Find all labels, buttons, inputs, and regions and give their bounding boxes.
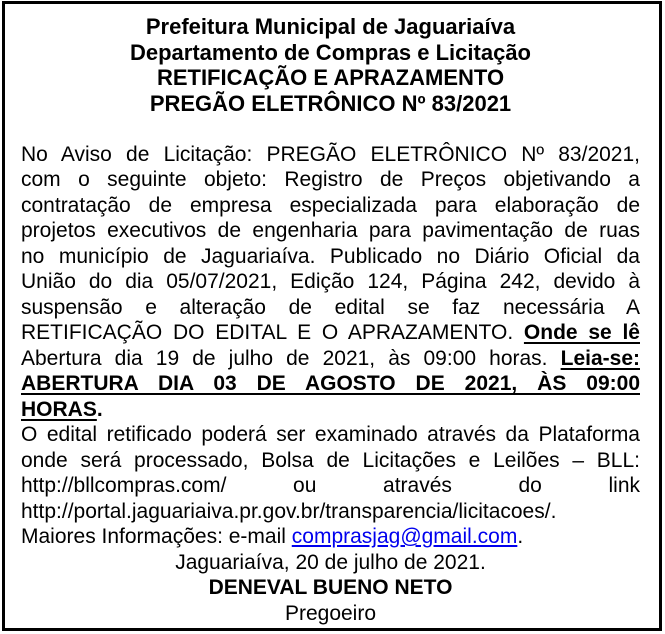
body-line-11 (21, 397, 640, 423)
email-link[interactable]: comprasjag@gmail.com (291, 525, 518, 548)
org-name: Prefeitura Municipal de Jaguariaíva (145, 14, 516, 39)
signer-role: Pregoeiro (284, 601, 377, 625)
department-name: Departamento de Compras e Licitação (129, 39, 531, 65)
notice-document (2, 1, 662, 631)
onde-se-le-emphasis: Onde se lê (523, 321, 640, 344)
email-period: . (517, 525, 524, 548)
info-label: Maiores Informações: e-mail (21, 525, 292, 548)
body-line-14: http://bllcompras.com/ ou através do link (21, 474, 640, 497)
body-line-13: onde será processado, Bolsa de Licitações e Leilões – BLL: (21, 448, 640, 472)
new-opening-date-emphasis-cont: HORAS (21, 397, 97, 421)
body-line-10 (21, 371, 640, 397)
body-line-1: No Aviso de Licitação: PREGÃO ELETRÔNICO Nº 83/2021, (21, 142, 640, 166)
auction-number-title: PREGÃO ELETRÔNICO Nº 83/2021 (149, 90, 512, 116)
header-body-spacer (21, 116, 640, 142)
body-line-6: União do dia 05/07/2021, Edição 124, Página 242, devido à (21, 270, 640, 293)
body-line-8-text: RETIFICAÇÃO DO EDITAL E O APRAZAMENTO. (21, 321, 524, 344)
body-line-2: com o seguinte objeto: Registro de Preços objetivando a (21, 168, 640, 191)
emphasis-period: . (96, 397, 103, 421)
body-line-7: suspensão e alteração de edital se faz necessária A (21, 295, 640, 319)
new-opening-date-emphasis: ABERTURA DIA 03 DE AGOSTO DE 2021, ÀS 09:00 (21, 372, 640, 395)
leia-se-emphasis: Leia-se: (560, 346, 640, 370)
body-line-16 (21, 524, 640, 550)
body-line-4: projetos executivos de engenharia para pavimentação de ruas (21, 219, 640, 242)
body-line-12: O edital retificado poderá ser examinado através da Plataforma (21, 423, 640, 446)
body-line-5: no município de Jaguariaíva. Publicado no Diário Oficial da (21, 244, 640, 268)
body-line-9 (21, 346, 640, 372)
body-line-8 (21, 320, 640, 346)
notice-type-title: RETIFICAÇÃO E APRAZAMENTO (156, 65, 505, 90)
place-date-line: Jaguariaíva, 20 de julho de 2021. (175, 550, 486, 574)
body-line-9-text: Abertura dia 19 de julho de 2021, às 09:00 horas. (21, 346, 561, 370)
body-line-3: contratação de empresa especializada para elaboração de (21, 193, 640, 217)
signer-name: DENEVAL BUENO NETO (208, 576, 453, 599)
body-line-15: http://portal.jaguariaiva.pr.gov.br/transparencia/licitacoes/. (21, 499, 557, 523)
